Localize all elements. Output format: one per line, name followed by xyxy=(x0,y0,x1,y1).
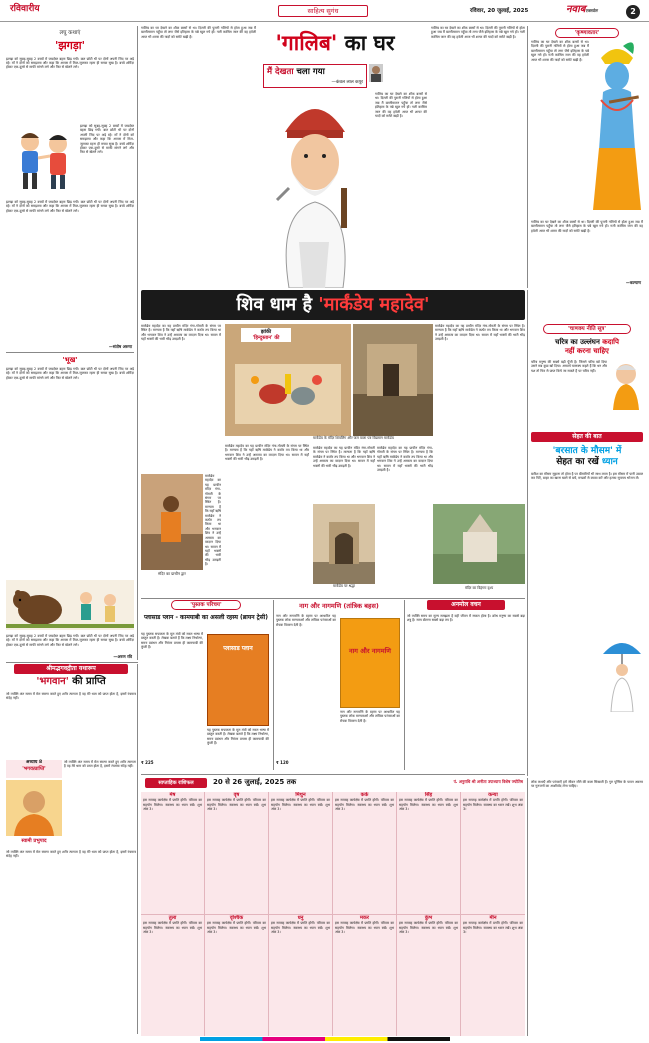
book-cover xyxy=(207,634,269,726)
galib-subtitle-a: मैं देखता xyxy=(267,67,294,77)
zodiac-name: कन्या xyxy=(488,792,498,798)
book-section xyxy=(141,600,271,772)
book-tag: 'पुस्तक परिचय' xyxy=(171,600,241,610)
chanakya-illustration xyxy=(609,360,643,410)
markandey-photo-temple xyxy=(353,324,433,436)
markandey-title xyxy=(141,290,525,320)
zodiac-text: इस सप्ताह कार्यक्षेत्र में प्रगति होगी। परिवार का सहयोग मिलेगा। स्वास्थ्य का ध्यान रखें। शुभ अंक 3। xyxy=(271,798,330,812)
anmol-body: जो व्यक्ति समय का मूल्य समझता है वही जीवन में सफल होता है। क्रोध मनुष्य का सबसे बड़ा शत्रु है। सत्य बोलना सबसे बड़ा तप है। xyxy=(407,614,525,623)
zodiac-text: इस सप्ताह कार्यक्षेत्र में प्रगति होगी। परिवार का सहयोग मिलेगा। स्वास्थ्य का ध्यान रखें। शुभ अंक 3। xyxy=(207,798,266,812)
galib-title-black: का घर xyxy=(344,31,395,55)
left-column xyxy=(6,28,134,660)
rashifal-grid xyxy=(141,792,525,1036)
gita-chapter-name: 'भगवत्प्राप्ति' xyxy=(22,765,46,772)
col-divider-gita xyxy=(137,664,138,1034)
galib-body-left: गालिब का घर देखने का शौक बरसों से था। दिल्ली की पुरानी गलियों से होता हुआ जब मैं बल्लीमारान पहुँचा तो लगा जैसे इतिहास के पन्ने खुल गये हों। गली कासिम जान की वह हवेली आज भी शायर की यादों को समेटे खड़ी है। xyxy=(141,26,256,39)
galib-subtitle xyxy=(264,65,366,80)
markandey-caption-3: मंदिर का विहंगम दृश्य xyxy=(464,586,494,590)
story1-author: —संतोष अरुणा xyxy=(108,344,132,349)
markandey-caption-4: मंदिर का प्राचीन द्वार xyxy=(158,571,186,576)
zodiac-dhanu xyxy=(269,914,333,1036)
section-label: रविवारीय xyxy=(10,4,40,14)
hdivider-book xyxy=(141,598,525,599)
sutra-title-a xyxy=(531,338,643,347)
story1-body-cont: झगड़ा को सुबह-सुबह 2 बच्चों में जबर्दस्त बहस छिड़ गयी। बात छोटी थी पर दोनों अपनी जिद पर अड़े रहे। माँ ने दोनों को समझाया और कहा कि आपस में मिल-जुलकर रहना ही सच्चा सुख है। बच्चे शर्मिंदा होकर एक-दूसरे से माफी मांगने लगे और फिर से खेलने लगे। xyxy=(80,124,134,155)
health-title-c-text: ध्यान xyxy=(601,457,618,467)
gita-tag: श्रीमद्भगवद्गीता यथारूप xyxy=(14,664,128,674)
markandey-photo-aerial xyxy=(433,504,525,584)
gita-author: स्वामी प्रभुपाद xyxy=(21,838,47,844)
nag-cover-title: नाग और नागमणि xyxy=(348,647,391,655)
krishna-author: —कल्याण xyxy=(625,280,641,285)
rashifal-dates: 20 से 26 जुलाई, 2025 तक xyxy=(213,778,297,786)
nag-body-cont: नाग और नागमणि के रहस्य पर आधारित यह पुस्तक लोक मान्यताओं और तांत्रिक परंपराओं का रोचक विवरण देती है। xyxy=(340,710,400,723)
galib-body-mid: गालिब का घर देखने का शौक बरसों से था। दिल्ली की पुरानी गलियों से होता हुआ जब मैं बल्लीमारान पहुँचा तो लगा जैसे इतिहास के पन्ने खुल गये हों। गली कासिम जान की वह हवेली आज भी शायर की यादों को समेटे खड़ी है। xyxy=(375,92,427,119)
brand-name: नवाब xyxy=(566,4,586,15)
health-title-b xyxy=(531,457,643,468)
nag-section xyxy=(276,600,402,772)
zodiac-name: वृश्चिक xyxy=(229,915,244,921)
galib-section xyxy=(141,26,525,288)
story2-body: झगड़ा को सुबह-सुबह 2 बच्चों में जबर्दस्त बहस छिड़ गयी। बात छोटी थी पर दोनों अपनी जिद पर अड़े रहे। माँ ने दोनों को समझाया और कहा कि आपस में मिल-जुलकर रहना ही सच्चा सुख है। बच्चे शर्मिंदा होकर एक-दूसरे से माफी मांगने लगे और फिर से खेलने लगे। xyxy=(6,367,134,380)
zodiac-text: इस सप्ताह कार्यक्षेत्र में प्रगति होगी। परिवार का सहयोग मिलेगा। स्वास्थ्य का ध्यान रखें। शुभ अंक 3। xyxy=(463,798,523,812)
markandey-caption-2: मार्कंडेय पर श्रद्धा xyxy=(333,584,355,588)
gita-chapter: अध्याय 8 xyxy=(25,760,43,765)
zodiac-name: वृष xyxy=(233,792,240,798)
book-price: ₹ 225 xyxy=(141,760,154,765)
zodiac-name: कर्क xyxy=(360,792,369,798)
zodiac-text: इस सप्ताह कार्यक्षेत्र में प्रगति होगी। परिवार का सहयोग मिलेगा। स्वास्थ्य का ध्यान रखें। शुभ अंक 3। xyxy=(207,921,266,935)
rain-illustration xyxy=(601,632,643,712)
galib-subtitle-b: चला गया xyxy=(296,67,325,77)
zodiac-meen xyxy=(461,914,525,1036)
krishna-section xyxy=(531,26,643,288)
story1-body: झगड़ा को सुबह-सुबह 2 बच्चों में जबर्दस्त बहस छिड़ गयी। बात छोटी थी पर दोनों अपनी जिद पर अड़े रहे। माँ ने दोनों को समझाया और कहा कि आपस में मिल-जुलकर रहना ही सच्चा सुख है। बच्चे शर्मिंदा होकर एक-दूसरे से माफी मांगने लगे और फिर से खेलने लगे। xyxy=(6,56,134,70)
book-title: प्लासाड प्लान - कामयाबी का असली रहस्य (ब्रायन ट्रेसी) xyxy=(143,614,269,621)
nag-divider xyxy=(404,600,405,770)
health-tag: सेहत की बात xyxy=(531,432,643,442)
right-bottom-body: लोक कथाएँ और परंपराएँ हमें जीवन जीने की कला सिखाती हैं। गुरु पूर्णिमा के पावन अवसर पर गुरुजनों का आशीर्वाद लेना चाहिए। xyxy=(531,780,643,789)
sutra-body: चरित्र मनुष्य की सबसे बड़ी पूँजी है। जिसने चरित्र खो दिया उसने सब कुछ खो दिया। आचार्य चाणक्य कहते हैं कि धन और यश तो फिर से प्राप्त किये जा सकते हैं पर चरित्र नहीं। xyxy=(531,360,607,373)
galib-title-red: 'गालिब' xyxy=(275,31,338,55)
nag-cover xyxy=(340,618,400,708)
krishna-tag: 'कृष्णावतार' xyxy=(555,28,619,38)
zodiac-name: मीन xyxy=(489,915,497,921)
rashifal-label: साप्ताहिक राशिफल xyxy=(145,778,207,788)
galib-body-right: गालिब का घर देखने का शौक बरसों से था। दिल्ली की पुरानी गलियों से होता हुआ जब मैं बल्लीमारान पहुँचा तो लगा जैसे इतिहास के पन्ने खुल गये हों। गली कासिम जान की वह हवेली आज भी शायर की यादों को समेटे खड़ी है। xyxy=(431,26,525,39)
col-divider-right xyxy=(527,26,528,288)
masthead xyxy=(0,0,649,22)
photo-label xyxy=(241,328,291,342)
nag-price: ₹ 120 xyxy=(276,760,289,765)
zodiac-singh xyxy=(397,792,461,914)
zodiac-name: मेष xyxy=(169,792,176,798)
markandey-caption-1: मार्कंडेय के मंदिर शिवलिंग और जल वाला पत्र विद्यमान मार्कंडेय xyxy=(313,436,431,441)
rashifal-header xyxy=(141,774,525,790)
zodiac-name: मकर xyxy=(360,915,369,921)
zodiac-kark xyxy=(333,792,397,914)
zodiac-name: मिथुन xyxy=(295,792,306,798)
zodiac-text: इस सप्ताह कार्यक्षेत्र में प्रगति होगी। परिवार का सहयोग मिलेगा। स्वास्थ्य का ध्यान रखें। शुभ अंक 3। xyxy=(399,798,458,812)
col-divider xyxy=(137,26,138,660)
gita-body: जो व्यक्ति अंत समय में मेरा स्मरण करते हुए शरीर त्यागता है वह मेरे धाम को प्राप्त होता है, इसमें रंचमात्र संदेह नहीं। xyxy=(6,692,136,701)
kids-illustration xyxy=(10,124,78,194)
zodiac-vrish xyxy=(205,792,269,914)
zodiac-mesh xyxy=(141,792,205,914)
markandey-section xyxy=(141,324,525,596)
stories-kicker: लघु कथाएं xyxy=(59,30,81,36)
center-tag: साहित्य सुगंध xyxy=(278,5,368,17)
krishna-body: गालिब का घर देखने का शौक बरसों से था। दिल्ली की पुरानी गलियों से होता हुआ जब मैं बल्लीमारान पहुँचा तो लगा जैसे इतिहास के पन्ने खुल गये हों। गली कासिम जान की वह हवेली आज भी शायर की यादों को समेटे खड़ी है। xyxy=(531,40,589,62)
color-bar xyxy=(200,1037,450,1041)
health-title xyxy=(531,446,643,468)
sutra-section xyxy=(531,324,643,428)
story1-title: 'झगड़ा' xyxy=(55,38,85,52)
krishna-illustration xyxy=(589,40,645,218)
markandey-body-1b: मार्कंडेय महादेव का यह प्राचीन मंदिर गंगा-गोमती के संगम पर स्थित है। मान्यता है कि यहाँ ऋषि मार्कंडेय ने कठोर तप किया था और भगवान शिव ने उन्हें अमरत्व का वरदान दिया था। सावन में यहाँ भक्तों की भारी भीड़ उमड़ती है। xyxy=(205,474,221,567)
zodiac-tula xyxy=(141,914,205,1036)
story2-author: —अरुण रवि xyxy=(113,654,132,659)
sutra-title-a-text: चरित्र का उल्लंघन xyxy=(555,338,600,346)
zodiac-kanya xyxy=(461,792,525,914)
author-photo xyxy=(369,64,383,82)
photo-label-a: झांकी xyxy=(260,329,272,335)
brand-logo xyxy=(566,4,597,17)
zodiac-name: धनु xyxy=(297,915,304,921)
brand-suffix: एक्सप्रेस xyxy=(585,8,598,13)
zodiac-text: इस सप्ताह कार्यक्षेत्र में प्रगति होगी। परिवार का सहयोग मिलेगा। स्वास्थ्य का ध्यान रखें। शुभ अंक 3। xyxy=(271,921,330,935)
markandey-body-1: मार्कंडेय महादेव का यह प्राचीन मंदिर गंगा-गोमती के संगम पर स्थित है। मान्यता है कि यहाँ ऋषि मार्कंडेय ने कठोर तप किया था और भगवान शिव ने उन्हें अमरत्व का वरदान दिया था। सावन में यहाँ भक्तों की भारी भीड़ उमड़ती है। xyxy=(141,324,221,342)
book-body-cont: यह पुस्तक सफलता के मूल मंत्रों को सरल भाषा में प्रस्तुत करती है। लेखक बताते हैं कि लक्ष्य निर्धारण, समय प्रबंधन और निरंतर प्रयास ही कामयाबी की कुंजी हैं। xyxy=(207,728,269,746)
zodiac-makar xyxy=(333,914,397,1036)
sutra-title-c: नहीं करना चाहिए xyxy=(565,347,609,355)
book-divider xyxy=(273,600,274,770)
zodiac-name: सिंह xyxy=(424,792,433,798)
nag-title: नाग और नागमणि (तांत्रिक बहस) xyxy=(299,602,379,610)
sutra-tag: 'चाणक्य नीति सूत्र' xyxy=(543,324,631,334)
zodiac-mithun xyxy=(269,792,333,914)
book-cover-title: प्लासाड प्लान xyxy=(223,645,253,652)
zodiac-text: इस सप्ताह कार्यक्षेत्र में प्रगति होगी। परिवार का सहयोग मिलेगा। स्वास्थ्य का ध्यान रखें। शुभ अंक 3। xyxy=(463,921,523,935)
col-divider-right-2 xyxy=(527,290,528,776)
gita-body-cont: जो व्यक्ति अंत समय में मेरा स्मरण करते हुए शरीर त्यागता है वह मेरे धाम को प्राप्त होता है, इसमें रंचमात्र संदेह नहीं। xyxy=(6,850,136,859)
markandey-body-2: मार्कंडेय महादेव का यह प्राचीन मंदिर गंगा-गोमती के संगम पर स्थित है। मान्यता है कि यहाँ ऋषि मार्कंडेय ने कठोर तप किया था और भगवान शिव ने उन्हें अमरत्व का वरदान दिया था। सावन में यहाँ भक्तों की भारी भीड़ उमड़ती है। xyxy=(225,444,309,462)
markandey-title-bar xyxy=(141,290,525,320)
markandey-title-b: 'मार्कंडेय महादेव' xyxy=(318,294,430,315)
markandey-body-3: मार्कंडेय महादेव का यह प्राचीन मंदिर गंगा-गोमती के संगम पर स्थित है। मान्यता है कि यहाँ ऋषि मार्कंडेय ने कठोर तप किया था और भगवान शिव ने उन्हें अमरत्व का वरदान दिया था। सावन में यहाँ भक्तों की भारी भीड़ उमड़ती है। xyxy=(313,446,375,468)
hdivider-gita xyxy=(6,662,138,663)
sutra-title xyxy=(531,338,643,356)
anmol-tag: अनमोल वचन xyxy=(427,600,505,610)
zodiac-kumbh xyxy=(397,914,461,1036)
divider xyxy=(6,352,134,353)
prabhupada-photo xyxy=(6,780,62,836)
nag-body: नाग और नागमणि के रहस्य पर आधारित यह पुस्तक लोक मान्यताओं और तांत्रिक परंपराओं का रोचक विवरण देती है। xyxy=(276,614,336,627)
galib-subtitle-box xyxy=(263,64,367,88)
zodiac-text: इस सप्ताह कार्यक्षेत्र में प्रगति होगी। परिवार का सहयोग मिलेगा। स्वास्थ्य का ध्यान रखें। शुभ अंक 3। xyxy=(335,921,394,935)
sutra-title-b-text: कदापि xyxy=(602,338,619,346)
col-divider-right-3 xyxy=(527,778,528,1036)
page-number: 2 xyxy=(626,5,640,19)
story1-body-more: झगड़ा को सुबह-सुबह 2 बच्चों में जबर्दस्त बहस छिड़ गयी। बात छोटी थी पर दोनों अपनी जिद पर अड़े रहे। माँ ने दोनों को समझाया और कहा कि आपस में मिल-जुलकर रहना ही सच्चा सुख है। बच्चे शर्मिंदा होकर एक-दूसरे से माफी मांगने लगे और फिर से खेलने लगे। xyxy=(6,200,134,213)
zodiac-name: कुंभ xyxy=(424,915,433,921)
zodiac-vrishchik xyxy=(205,914,269,1036)
issue-date: रविवार, 20 जुलाई, 2025 xyxy=(470,8,529,14)
photo-label-b: 'हिन्दुस्तान' की xyxy=(252,335,280,341)
health-title-a: 'बरसात के मौसम' में xyxy=(552,446,622,456)
galib-author: —कंवल लाल कपूर xyxy=(331,79,363,85)
book-body: यह पुस्तक सफलता के मूल मंत्रों को सरल भाषा में प्रस्तुत करती है। लेखक बताते हैं कि लक्ष्य निर्धारण, समय प्रबंधन और निरंतर प्रयास ही कामयाबी की कुंजी हैं। xyxy=(141,632,203,650)
gita-chapter-box xyxy=(6,760,62,778)
zodiac-text: इस सप्ताह कार्यक्षेत्र में प्रगति होगी। परिवार का सहयोग मिलेगा। स्वास्थ्य का ध्यान रखें। शुभ अंक 3। xyxy=(335,798,394,812)
health-body: बारिश का मौसम सुहाना तो होता है पर बीमारियाँ भी साथ लाता है। इस मौसम में पानी उबाल कर पिएँ, बाहर का खाना खाने से बचें, मच्छरों से बचाव करें और हल्का सुपाच्य भोजन लें। xyxy=(531,472,643,481)
gita-title xyxy=(6,676,136,689)
markandey-photo-gate xyxy=(313,504,375,584)
gita-section xyxy=(6,664,136,1036)
zodiac-name: तुला xyxy=(168,915,177,921)
story2-title: 'भूख' xyxy=(62,356,78,364)
bear-illustration xyxy=(6,580,134,630)
markandey-body-5: मार्कंडेय महादेव का यह प्राचीन मंदिर गंगा-गोमती के संगम पर स्थित है। मान्यता है कि यहाँ ऋषि मार्कंडेय ने कठोर तप किया था और भगवान शिव ने उन्हें अमरत्व का वरदान दिया था। सावन में यहाँ भक्तों की भारी भीड़ उमड़ती है। xyxy=(435,324,525,342)
galib-title xyxy=(235,30,435,56)
gita-title-a: 'भगवान' xyxy=(36,676,69,687)
story2-body-cont: झगड़ा को सुबह-सुबह 2 बच्चों में जबर्दस्त बहस छिड़ गयी। बात छोटी थी पर दोनों अपनी जिद पर अड़े रहे। माँ ने दोनों को समझाया और कहा कि आपस में मिल-जुलकर रहना ही सच्चा सुख है। बच्चे शर्मिंदा होकर एक-दूसरे से माफी मांगने लगे और फिर से खेलने लगे। xyxy=(6,634,134,647)
gita-title-b: की प्राप्ति xyxy=(72,676,106,687)
krishna-body-cont: गालिब का घर देखने का शौक बरसों से था। दिल्ली की पुरानी गलियों से होता हुआ जब मैं बल्लीमारान पहुँचा तो लगा जैसे इतिहास के पन्ने खुल गये हों। गली कासिम जान की वह हवेली आज भी शायर की यादों को समेटे खड़ी है। xyxy=(531,220,643,233)
zodiac-text: इस सप्ताह कार्यक्षेत्र में प्रगति होगी। परिवार का सहयोग मिलेगा। स्वास्थ्य का ध्यान रखें। शुभ अंक 3। xyxy=(143,921,202,935)
anmol-section xyxy=(407,600,525,772)
health-section xyxy=(531,432,643,776)
markandey-photo-devotee xyxy=(141,474,203,570)
zodiac-text: इस सप्ताह कार्यक्षेत्र में प्रगति होगी। परिवार का सहयोग मिलेगा। स्वास्थ्य का ध्यान रखें। शुभ अंक 3। xyxy=(143,798,202,812)
markandey-body-4: मार्कंडेय महादेव का यह प्राचीन मंदिर गंगा-गोमती के संगम पर स्थित है। मान्यता है कि यहाँ ऋषि मार्कंडेय ने कठोर तप किया था और भगवान शिव ने उन्हें अमरत्व का वरदान दिया था। सावन में यहाँ भक्तों की भारी भीड़ उमड़ती है। xyxy=(377,446,433,473)
rashifal-astrologer: पं. अनुराधि श्री अनीता उपाध्याय विशेष ज्योतिष xyxy=(453,779,523,784)
zodiac-text: इस सप्ताह कार्यक्षेत्र में प्रगति होगी। परिवार का सहयोग मिलेगा। स्वास्थ्य का ध्यान रखें। शुभ अंक 3। xyxy=(399,921,458,935)
markandey-title-a: शिव धाम है xyxy=(236,294,313,315)
health-title-b-text: सेहत का रखें xyxy=(556,457,599,467)
galib-caricature xyxy=(259,92,371,288)
gita-body-side: जो व्यक्ति अंत समय में मेरा स्मरण करते हुए शरीर त्यागता है वह मेरे धाम को प्राप्त होता है, इसमें रंचमात्र संदेह नहीं। xyxy=(64,760,136,769)
